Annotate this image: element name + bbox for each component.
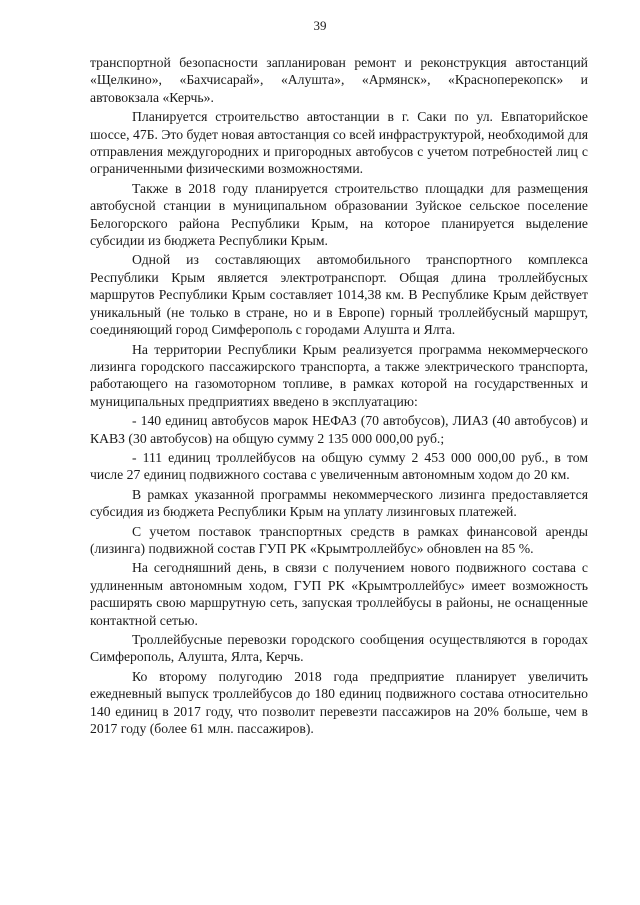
list-item-buses: - 140 единиц автобусов марок НЕФАЗ (70 автобусов), ЛИАЗ (40 автобусов) и КАВЗ (30 автобусов) на общую сумму 2 135 000 000,00 руб.; bbox=[90, 413, 588, 446]
paragraph-2: Планируется строительство автостанции в г. Саки по ул. Евпаторийское шоссе, 47Б. Это будет новая автостанция со всей инфраструктурой, необходимой для отправления междугородних и пригородных автобусов с учетом потребностей лиц с ограниченными физическими возможностями. bbox=[90, 109, 588, 177]
paragraph-10: На сегодняшний день, в связи с получением нового подвижного состава с удлиненным автономным ходом, ГУП РК «Крымтроллейбус» имеет возможность расширять свою маршрутную сеть, запуская троллейбусы в районы, не оснащенные контактной сетью. bbox=[90, 560, 588, 628]
list-item-trolleybuses: - 111 единиц троллейбусов на общую сумму 2 453 000 000,00 руб., в том числе 27 единиц подвижного состава с увеличенным автономным ходом до 20 км. bbox=[90, 449, 588, 483]
body-text bbox=[90, 54, 588, 737]
paragraph-8: В рамках указанной программы некоммерческого лизинга предоставляется субсидия из бюджета Республики Крым на уплату лизинговых платежей. bbox=[90, 486, 588, 520]
paragraph-5: На территории Республики Крым реализуется программа некоммерческого лизинга городского пассажирского транспорта, а также электрического транспорта, работающего на газомоторном топливе, в рамках которой на государственных и муниципальных предприятиях введено в эксплуатацию: bbox=[90, 341, 588, 409]
paragraph-11: Троллейбусные перевозки городского сообщения осуществляются в городах Симферополь, Алушта, Ялта, Керчь. bbox=[90, 632, 588, 665]
paragraph-12: Ко второму полугодию 2018 года предприятие планирует увеличить ежедневный выпуск троллейбусов до 180 единиц подвижного состава относительно 140 единиц в 2017 году, что позволит перевезти пассажиров на 20% больше, чем в 2017 году (более 61 млн. пассажиров). bbox=[90, 668, 588, 737]
paragraph-4: Одной из составляющих автомобильного транспортного комплекса Республики Крым является электротранспорт. Общая длина троллейбусных маршрутов Республики Крым составляет 1014,38 км. В Республике Крым действует уникальный (не только в стране, но и в Европе) горный троллейбусный маршрут, соединяющий город Симферополь с городами Алушта и Ялта. bbox=[90, 252, 588, 338]
paragraph-1: транспортной безопасности запланирован ремонт и реконструкция автостанций «Щелкино», «Бахчисарай», «Алушта», «Армянск», «Красноперекопск» и автовокзала «Керчь». bbox=[90, 55, 588, 105]
paragraph-3: Также в 2018 году планируется строительство площадки для размещения автобусной станции в муниципальном образовании Зуйское сельское поселение Белогорского района Республики Крым, на которое планируется выделение субсидии из бюджета Республики Крым. bbox=[90, 180, 588, 249]
paragraph-9: С учетом поставок транспортных средств в рамках финансовой аренды (лизинга) подвижной состав ГУП РК «Крымтроллейбус» обновлен на 85 %. bbox=[90, 523, 588, 556]
page-number: 39 bbox=[313, 18, 327, 33]
